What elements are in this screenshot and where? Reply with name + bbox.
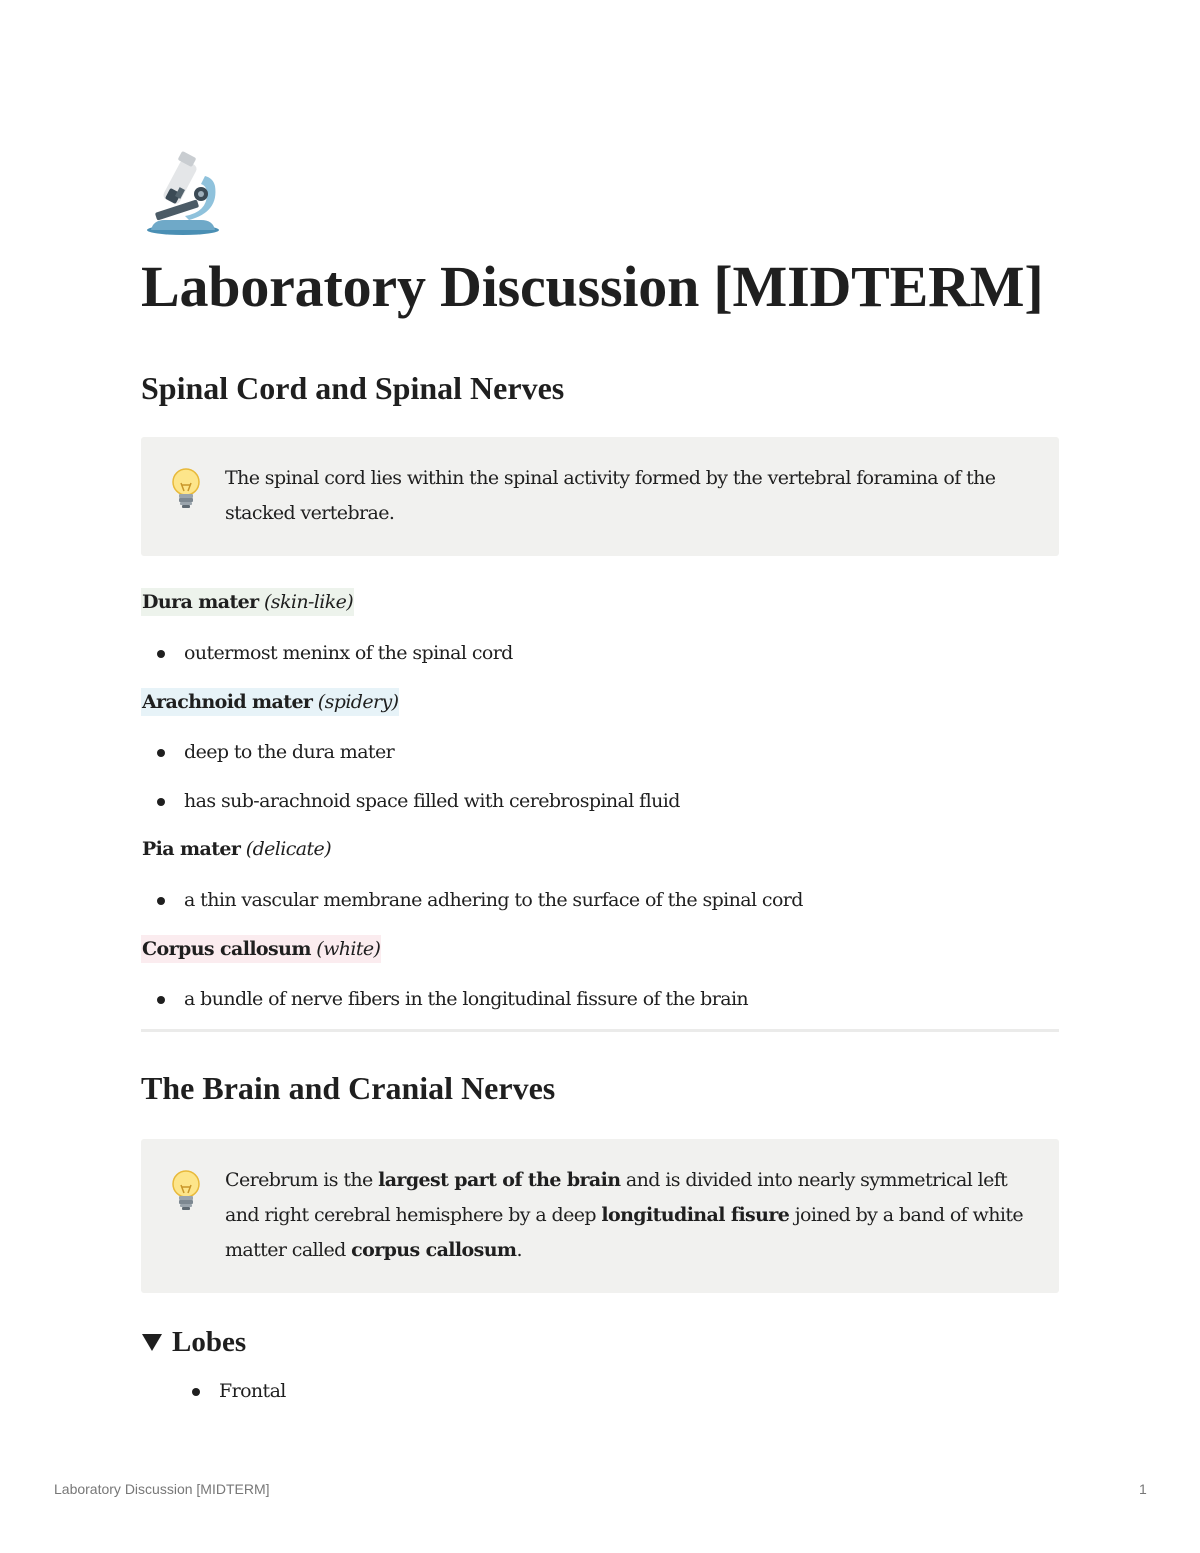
term-name: Corpus callosum — [142, 938, 311, 960]
list-item-text: Frontal — [219, 1380, 286, 1402]
bullet-dot — [157, 650, 165, 658]
microscope-icon — [141, 150, 225, 236]
callout-bold-corpus-callosum: corpus callosum — [351, 1239, 517, 1261]
term-note: (white) — [316, 938, 381, 960]
list-item — [157, 787, 680, 815]
lightbulb-icon — [169, 1169, 203, 1213]
list-item-text: has sub-arachnoid space filled with cerebrospinal fluid — [184, 790, 680, 812]
section-heading-brain: The Brain and Cranial Nerves — [141, 1070, 556, 1106]
callout-text-part: . — [516, 1239, 522, 1261]
page-title: Laboratory Discussion [MIDTERM] — [141, 254, 1044, 319]
bullet-dot — [157, 897, 165, 905]
callout-text-part: and is divided into nearly symmetrical left and right cerebral hemisphere by a deep — [225, 1169, 1008, 1226]
callout-text — [225, 1163, 1035, 1268]
list-item-text: a thin vascular membrane adhering to the surface of the spinal cord — [184, 889, 803, 911]
list-item — [192, 1377, 286, 1405]
term-pia-mater — [141, 835, 332, 863]
term-name: Arachnoid mater — [142, 691, 313, 713]
footer-title: Laboratory Discussion [MIDTERM] — [54, 1481, 270, 1497]
term-note: (spidery) — [317, 691, 399, 713]
term-name: Dura mater — [142, 591, 259, 613]
term-corpus-callosum — [141, 935, 381, 963]
lightbulb-icon — [169, 467, 203, 511]
list-item — [157, 639, 513, 667]
list-item — [157, 985, 748, 1013]
list-item-text: outermost meninx of the spinal cord — [184, 642, 513, 664]
list-item — [157, 886, 803, 914]
list-item-text: a bundle of nerve fibers in the longitudinal fissure of the brain — [184, 988, 749, 1010]
callout-bold-largest-part: largest part of the brain — [378, 1169, 621, 1191]
term-dura-mater — [141, 588, 354, 616]
callout-text-part: joined by a band of white matter called — [225, 1204, 1023, 1261]
bullet-dot — [157, 996, 165, 1004]
toggle-heading-lobes[interactable]: Lobes — [172, 1326, 247, 1358]
footer-page-number: 1 — [1139, 1481, 1147, 1497]
callout-text-part: Cerebrum is the — [225, 1169, 379, 1191]
callout-text: The spinal cord lies within the spinal activity formed by the vertebral foramina of the stacked vertebrae. — [225, 467, 996, 524]
callout-spinal-cord — [141, 437, 1059, 556]
divider — [141, 1029, 1059, 1032]
bullet-dot — [157, 798, 165, 806]
bullet-dot — [192, 1388, 200, 1396]
callout-bold-longitudinal-fisure: longitudinal fisure — [601, 1204, 790, 1226]
term-name: Pia mater — [142, 838, 241, 860]
bullet-dot — [157, 749, 165, 757]
callout-cerebrum — [141, 1139, 1059, 1293]
list-item — [157, 738, 394, 766]
section-heading-spinal-cord: Spinal Cord and Spinal Nerves — [141, 370, 565, 406]
term-note: (delicate) — [245, 838, 332, 860]
triangle-down-icon[interactable] — [141, 1331, 163, 1353]
term-arachnoid-mater — [141, 688, 399, 716]
term-note: (skin-like) — [263, 591, 354, 613]
list-item-text: deep to the dura mater — [184, 741, 395, 763]
